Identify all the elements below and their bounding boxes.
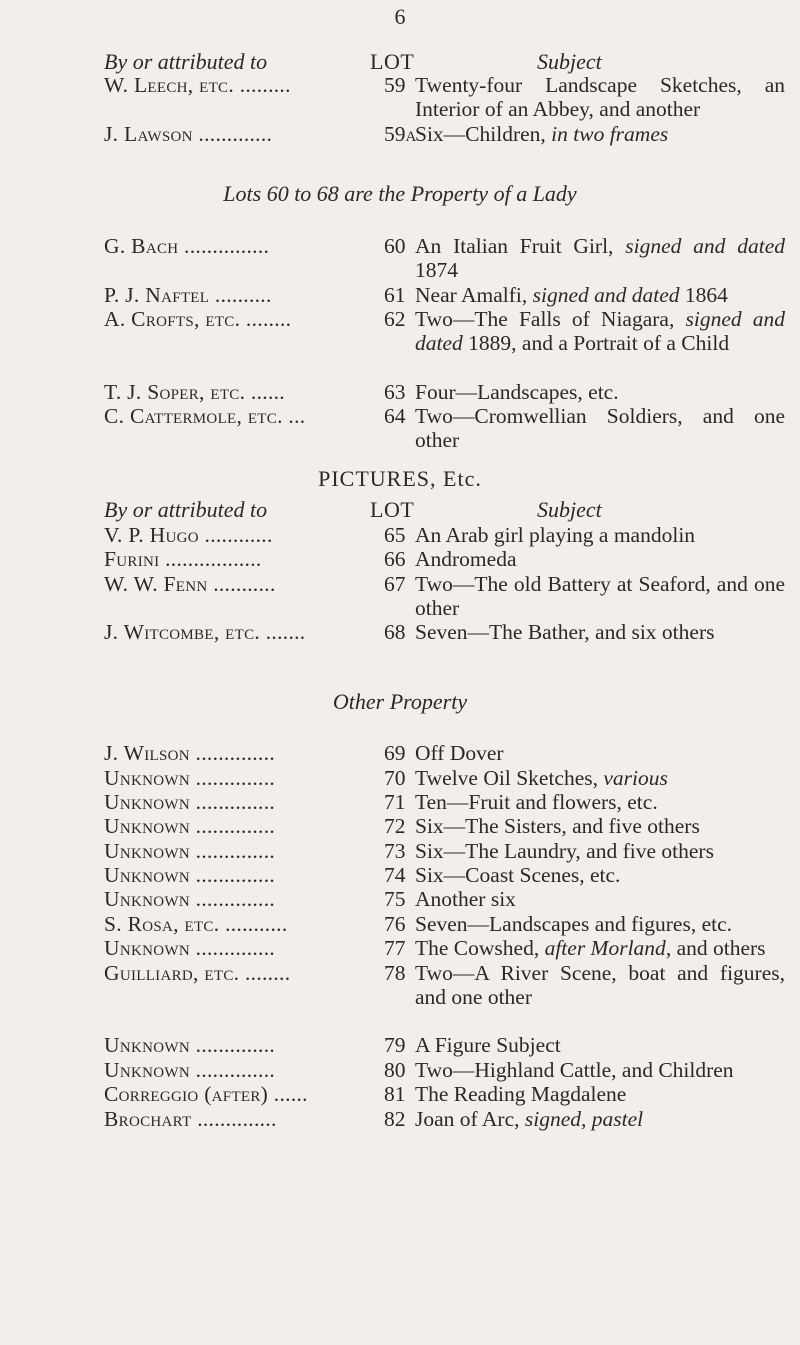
column-header-artist: By or attributed to: [104, 497, 268, 522]
section-heading-pictures: PICTURES, Etc.: [318, 466, 482, 491]
lot-number: 60: [384, 234, 406, 258]
lot-subject: Off Dover: [415, 741, 504, 765]
lot-subject: Ten—Fruit and flowers, etc.: [415, 790, 658, 814]
column-header-lot: LOT: [370, 49, 415, 74]
lot-subject: Six—Coast Scenes, etc.: [415, 863, 621, 887]
lot-number: 69: [384, 741, 406, 765]
lot-number: 72: [384, 814, 406, 838]
section-heading-other: Other Property: [332, 689, 468, 714]
lot-number: 62: [384, 307, 406, 331]
lot-subject: Seven—The Bather, and six others: [415, 620, 715, 644]
lot-number: 75: [384, 887, 406, 911]
artist-name: W. W. Fenn ...........: [104, 572, 276, 596]
lot-subject: Six—The Sisters, and five others: [415, 814, 700, 838]
artist-name: Unknown ..............: [104, 766, 276, 790]
artist-name: Unknown ..............: [104, 887, 276, 911]
artist-name: Unknown ..............: [104, 839, 276, 863]
artist-name: J. Witcombe, etc. .......: [104, 620, 306, 644]
artist-name: P. J. Naftel ..........: [104, 283, 272, 307]
lot-subject: The Cowshed, after Morland, and others: [415, 936, 766, 960]
lot-subject: Four—Landscapes, etc.: [415, 380, 619, 404]
lot-number: 59a: [384, 122, 417, 146]
artist-name: S. Rosa, etc. ...........: [104, 912, 288, 936]
lot-subject: Two—A River Scene, boat and figures, and one other: [415, 961, 785, 1009]
lot-subject: Two—The Falls of Niagara, signed and dated 1889, and a Portrait of a Child: [415, 307, 785, 355]
lot-subject: Two—Cromwellian Soldiers, and one other: [415, 404, 785, 452]
lot-number: 76: [384, 912, 406, 936]
artist-name: J. Wilson ..............: [104, 741, 276, 765]
artist-name: Unknown ..............: [104, 814, 276, 838]
artist-name: Unknown ..............: [104, 790, 276, 814]
lot-number: 78: [384, 961, 406, 985]
artist-name: T. J. Soper, etc. ......: [104, 380, 285, 404]
lot-subject: Six—Children, in two frames: [415, 122, 669, 146]
lot-number: 66: [384, 547, 406, 571]
lot-subject: The Reading Magdalene: [415, 1082, 627, 1106]
artist-name: V. P. Hugo ............: [104, 523, 273, 547]
artist-name: Guilliard, etc. ........: [104, 961, 291, 985]
artist-name: W. Leech, etc. .........: [104, 73, 291, 97]
lot-number: 71: [384, 790, 406, 814]
lot-subject: Seven—Landscapes and figures, etc.: [415, 912, 733, 936]
artist-name: Unknown ..............: [104, 936, 276, 960]
lot-subject: Near Amalfi, signed and dated 1864: [415, 283, 728, 307]
artist-name: Furini .................: [104, 547, 262, 571]
lot-subject: Twelve Oil Sketches, various: [415, 766, 668, 790]
lot-number: 64: [384, 404, 406, 428]
lot-number: 63: [384, 380, 406, 404]
lot-number: 79: [384, 1033, 406, 1057]
lot-subject: An Italian Fruit Girl, signed and dated 1874: [415, 234, 785, 282]
column-header-subject: Subject: [537, 497, 602, 522]
lot-number: 68: [384, 620, 406, 644]
lot-number: 67: [384, 572, 406, 596]
lot-subject: Andromeda: [415, 547, 517, 571]
lot-subject: An Arab girl playing a mandolin: [415, 523, 696, 547]
lot-subject: Two—The old Battery at Seaford, and one other: [415, 572, 785, 620]
lot-number: 65: [384, 523, 406, 547]
lot-number: 77: [384, 936, 406, 960]
lot-number: 82: [384, 1107, 406, 1131]
artist-name: Unknown ..............: [104, 863, 276, 887]
column-header-lot: LOT: [370, 497, 415, 522]
artist-name: G. Bach ...............: [104, 234, 270, 258]
lot-number: 59: [384, 73, 406, 97]
artist-name: Unknown ..............: [104, 1033, 276, 1057]
lot-subject: Joan of Arc, signed, pastel: [415, 1107, 644, 1131]
artist-name: Brochart ..............: [104, 1107, 277, 1131]
lot-number: 74: [384, 863, 406, 887]
lot-number: 73: [384, 839, 406, 863]
artist-name: Correggio (after) ......: [104, 1082, 308, 1106]
page-number: 6: [394, 4, 406, 29]
artist-name: Unknown ..............: [104, 1058, 276, 1082]
lot-number: 70: [384, 766, 406, 790]
column-header-subject: Subject: [537, 49, 602, 74]
lot-subject: Six—The Laundry, and five others: [415, 839, 714, 863]
lot-subject: Two—Highland Cattle, and Children: [415, 1058, 734, 1082]
lot-number: 61: [384, 283, 406, 307]
artist-name: C. Cattermole, etc. ...: [104, 404, 306, 428]
lot-subject: A Figure Subject: [415, 1033, 561, 1057]
artist-name: A. Crofts, etc. ........: [104, 307, 292, 331]
column-header-artist: By or attributed to: [104, 49, 268, 74]
lot-number: 80: [384, 1058, 406, 1082]
lot-subject: Another six: [415, 887, 516, 911]
lot-subject: Twenty-four Landscape Sketches, an Interior of an Abbey, and another: [415, 73, 785, 121]
section-heading-lady: Lots 60 to 68 are the Property of a Lady: [223, 181, 577, 206]
artist-name: J. Lawson .............: [104, 122, 273, 146]
lot-number: 81: [384, 1082, 406, 1106]
